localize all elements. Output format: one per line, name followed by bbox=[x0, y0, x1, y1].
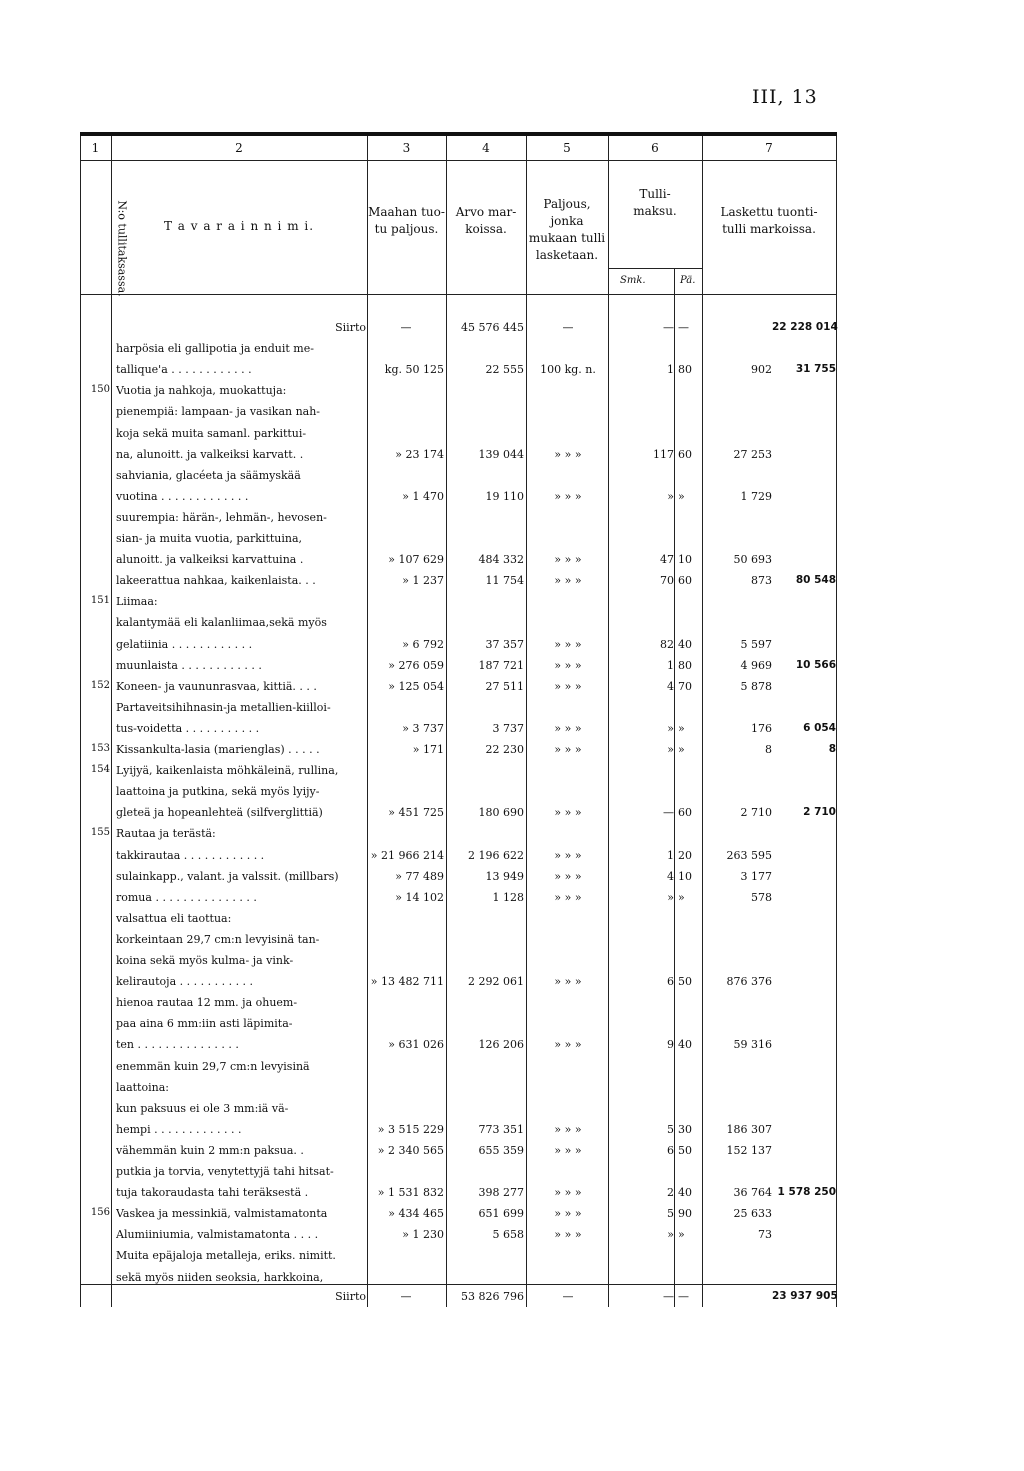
table-row bbox=[80, 1161, 837, 1183]
row-value: 398 277 bbox=[478, 1186, 524, 1200]
row-tariff-no: 150 bbox=[90, 384, 110, 396]
row-tariff-no: 156 bbox=[90, 1207, 110, 1219]
row-rate-marks: 9 bbox=[667, 1038, 674, 1052]
row-value: 22 230 bbox=[485, 743, 524, 756]
row-rate-marks: 5 bbox=[667, 1207, 674, 1221]
header-rule bbox=[80, 160, 837, 161]
row-value: 126 206 bbox=[478, 1038, 524, 1052]
table-row bbox=[80, 1182, 837, 1204]
row-value: 187 721 bbox=[478, 658, 524, 672]
row-duty: 578 bbox=[751, 890, 772, 904]
table-row bbox=[80, 591, 837, 613]
row-rate-pennies: 10 bbox=[678, 553, 692, 567]
table-row bbox=[80, 1098, 837, 1120]
row-item-name: vuotina . . . . . . . . . . . . . bbox=[116, 489, 249, 503]
row-value: 2 292 061 bbox=[468, 975, 524, 989]
table-row bbox=[80, 887, 837, 909]
table-row bbox=[80, 1245, 837, 1267]
page-number: III, 13 bbox=[752, 86, 818, 108]
row-duty: 1 729 bbox=[740, 489, 772, 503]
col-sub-pennies: Pä. bbox=[680, 275, 696, 286]
footer-label: Siirto bbox=[335, 1290, 366, 1303]
row-quantity: kg. 50 125 bbox=[384, 363, 444, 377]
table-row bbox=[80, 380, 837, 402]
row-item-name: Lyijyä, kaikenlaista möhkäleinä, rullina, bbox=[116, 764, 339, 778]
footer-rule bbox=[80, 1284, 837, 1285]
table-row bbox=[80, 486, 837, 508]
row-basis: » » » bbox=[554, 890, 582, 904]
table-row bbox=[80, 718, 837, 740]
row-basis: — bbox=[562, 321, 574, 334]
row-rate-pennies: 90 bbox=[678, 1207, 692, 1221]
row-rate-marks: 4 bbox=[667, 869, 674, 883]
table-row bbox=[80, 634, 837, 656]
row-item-name: Vuotia ja nahkoja, muokattuja: bbox=[116, 384, 287, 398]
row-quantity: » 171 bbox=[412, 743, 444, 756]
row-rate-marks: — bbox=[663, 321, 674, 334]
row-rate-pennies: — bbox=[678, 321, 689, 334]
col-number: 6 bbox=[651, 141, 659, 155]
table-row bbox=[80, 676, 837, 698]
row-item-name: pienempiä: lampaan- ja vasikan nah- bbox=[116, 405, 321, 419]
row-item-name: gleteä ja hopeanlehteä (silfverglittiä) bbox=[116, 806, 323, 820]
row-tariff-no: 154 bbox=[90, 764, 110, 776]
table-row bbox=[80, 1140, 837, 1162]
row-group-total: 1 578 250 bbox=[777, 1186, 836, 1199]
col-header-name: T a v a r a i n n i m i. bbox=[163, 219, 315, 233]
row-value: 651 699 bbox=[478, 1207, 524, 1221]
row-basis: » » » bbox=[554, 869, 582, 883]
row-quantity: » 21 966 214 bbox=[370, 848, 444, 862]
row-duty: 873 bbox=[751, 574, 772, 588]
row-rate-pennies: » bbox=[678, 743, 685, 756]
row-rate-pennies: » bbox=[678, 1228, 685, 1242]
row-basis: » » » bbox=[554, 1143, 582, 1157]
col-number: 1 bbox=[91, 141, 100, 155]
row-item-name: Siirto bbox=[335, 321, 366, 334]
row-basis: » » » bbox=[554, 447, 582, 461]
table-row bbox=[80, 359, 837, 381]
row-item-name: hempi . . . . . . . . . . . . . bbox=[116, 1122, 242, 1136]
row-quantity: » 23 174 bbox=[395, 447, 444, 461]
row-item-name: kelirautoja . . . . . . . . . . . bbox=[116, 975, 254, 989]
row-group-total: 80 548 bbox=[795, 574, 836, 587]
row-duty: 263 595 bbox=[726, 848, 772, 862]
row-value: 773 351 bbox=[478, 1122, 524, 1136]
footer-total: 23 937 905 bbox=[772, 1290, 838, 1302]
row-quantity: » 107 629 bbox=[388, 553, 444, 567]
col-number: 3 bbox=[402, 141, 411, 155]
table-row bbox=[80, 570, 837, 592]
table-row bbox=[80, 781, 837, 803]
row-item-name: vähemmän kuin 2 mm:n paksua. . bbox=[116, 1143, 304, 1157]
row-duty: 2 710 bbox=[740, 806, 772, 820]
row-item-name: suurempia: härän-, lehmän-, hevosen- bbox=[116, 510, 327, 524]
table-row bbox=[80, 1056, 837, 1078]
row-duty: 876 376 bbox=[726, 975, 772, 989]
row-item-name: enemmän kuin 29,7 cm:n levyisinä bbox=[116, 1059, 310, 1073]
col-header-value: Arvo mar- koissa. bbox=[455, 205, 517, 236]
row-item-name: kun paksuus ei ole 3 mm:iä vä- bbox=[116, 1101, 289, 1115]
table-row bbox=[80, 465, 837, 487]
row-value: 45 576 445 bbox=[461, 321, 524, 334]
col-header-tariff-no: N:o tullitaksassa. bbox=[115, 200, 129, 297]
row-item-name: koja sekä muita samanl. parkittui- bbox=[116, 426, 307, 440]
row-item-name: tallique'a . . . . . . . . . . . . bbox=[116, 363, 252, 377]
row-item-name: korkeintaan 29,7 cm:n levyisinä tan- bbox=[116, 932, 320, 946]
row-rate-marks: » bbox=[667, 721, 674, 735]
row-basis: 100 kg. n. bbox=[540, 363, 596, 377]
footer-value: 53 826 796 bbox=[461, 1290, 524, 1303]
row-quantity: » 6 792 bbox=[402, 637, 444, 651]
row-basis: » » » bbox=[554, 1207, 582, 1221]
row-item-name: romua . . . . . . . . . . . . . . . bbox=[116, 890, 257, 904]
row-item-name: Muita epäjaloja metalleja, eriks. nimitt. bbox=[116, 1249, 336, 1263]
row-duty: 36 764 bbox=[733, 1186, 772, 1200]
row-value: 3 737 bbox=[492, 721, 524, 735]
row-value: 27 511 bbox=[485, 679, 524, 693]
row-quantity: » 1 470 bbox=[402, 489, 444, 503]
row-rate-marks: 6 bbox=[667, 975, 674, 989]
row-duty: 5 878 bbox=[740, 679, 772, 693]
table-row bbox=[80, 612, 837, 634]
row-quantity: » 434 465 bbox=[388, 1207, 444, 1221]
table-row bbox=[80, 845, 837, 867]
table-row bbox=[80, 444, 837, 466]
row-quantity: » 631 026 bbox=[388, 1038, 444, 1052]
row-rate-marks: » bbox=[667, 743, 674, 756]
footer-qty: — bbox=[400, 1290, 412, 1303]
footer-row bbox=[80, 1286, 837, 1308]
row-rate-pennies: 80 bbox=[678, 363, 692, 377]
row-rate-pennies: 40 bbox=[678, 1186, 692, 1200]
row-item-name: gelatiinia . . . . . . . . . . . . bbox=[116, 637, 253, 651]
row-group-total: 8 bbox=[828, 743, 836, 755]
table-row bbox=[80, 1013, 837, 1035]
row-value: 22 555 bbox=[485, 363, 524, 377]
table-row bbox=[80, 423, 837, 445]
row-duty: 25 633 bbox=[733, 1207, 772, 1221]
header-rule bbox=[608, 268, 702, 269]
table-row bbox=[80, 908, 837, 930]
row-value: 1 128 bbox=[492, 890, 524, 904]
col-number: 4 bbox=[482, 141, 490, 155]
table-row bbox=[80, 823, 837, 845]
table-row bbox=[80, 1034, 837, 1056]
row-basis: » » » bbox=[554, 658, 582, 672]
row-rate-pennies: 60 bbox=[678, 806, 692, 820]
row-item-name: laattoina ja putkina, sekä myös lyijy- bbox=[116, 785, 320, 799]
row-item-name: lakeerattua nahkaa, kaikenlaista. . . bbox=[116, 574, 316, 588]
row-value: 13 949 bbox=[485, 869, 524, 883]
row-rate-pennies: 30 bbox=[678, 1122, 692, 1136]
row-duty: 3 177 bbox=[740, 869, 772, 883]
row-basis: » » » bbox=[554, 574, 582, 588]
row-group-total: 22 228 014 bbox=[772, 321, 838, 333]
row-item-name: laattoina: bbox=[116, 1080, 169, 1094]
row-rate-marks: » bbox=[667, 890, 674, 904]
row-rate-pennies: 70 bbox=[678, 679, 692, 693]
col-header-basis: Paljous, jonka mukaan tulli lasketaan. bbox=[528, 197, 606, 262]
row-rate-marks: » bbox=[667, 489, 674, 503]
col-header-total: Laskettu tuonti- tulli markoissa. bbox=[720, 205, 818, 236]
table-row bbox=[80, 992, 837, 1014]
row-duty: 5 597 bbox=[740, 637, 772, 651]
row-rate-pennies: 50 bbox=[678, 975, 692, 989]
row-group-total: 31 755 bbox=[795, 363, 836, 376]
row-item-name: muunlaista . . . . . . . . . . . . bbox=[116, 658, 262, 672]
table-row bbox=[80, 655, 837, 677]
footer-rate-p: — bbox=[678, 1290, 689, 1303]
row-basis: » » » bbox=[554, 721, 582, 735]
row-quantity: » 1 531 832 bbox=[377, 1186, 444, 1200]
row-quantity: » 13 482 711 bbox=[370, 975, 444, 989]
row-item-name: sekä myös niiden seoksia, harkkoina, bbox=[116, 1270, 324, 1284]
row-item-name: Vaskea ja messinkiä, valmistamatonta bbox=[116, 1207, 328, 1221]
row-quantity: » 451 725 bbox=[388, 806, 444, 820]
row-duty: 8 bbox=[765, 743, 772, 756]
row-basis: » » » bbox=[554, 679, 582, 693]
row-tariff-no: 151 bbox=[90, 595, 110, 607]
row-item-name: na, alunoitt. ja valkeiksi karvatt. . bbox=[116, 447, 304, 461]
row-rate-marks: 4 bbox=[667, 679, 674, 693]
table-row bbox=[80, 802, 837, 824]
row-rate-pennies: 60 bbox=[678, 447, 692, 461]
row-value: 180 690 bbox=[478, 806, 524, 820]
row-rate-marks: » bbox=[667, 1228, 674, 1242]
row-item-name: valsattua eli taottua: bbox=[116, 911, 232, 925]
row-value: 484 332 bbox=[478, 553, 524, 567]
row-value: 37 357 bbox=[485, 637, 524, 651]
tariff-ledger bbox=[80, 132, 837, 1307]
row-rate-marks: 6 bbox=[667, 1143, 674, 1157]
row-value: 11 754 bbox=[485, 574, 524, 588]
row-group-total: 6 054 bbox=[803, 721, 836, 734]
row-quantity: » 276 059 bbox=[388, 658, 444, 672]
row-item-name: Kissankulta-lasia (marienglas) . . . . . bbox=[116, 743, 320, 756]
table-row bbox=[80, 760, 837, 782]
row-item-name: alunoitt. ja valkeiksi karvattuina . bbox=[116, 553, 304, 567]
row-rate-pennies: 20 bbox=[678, 848, 692, 862]
row-rate-pennies: 50 bbox=[678, 1143, 692, 1157]
row-quantity: » 1 230 bbox=[402, 1228, 444, 1242]
row-value: 19 110 bbox=[485, 489, 524, 503]
row-rate-pennies: » bbox=[678, 890, 685, 904]
row-item-name: koina sekä myös kulma- ja vink- bbox=[116, 954, 294, 967]
row-rate-marks: 1 bbox=[667, 658, 674, 672]
row-quantity: » 1 237 bbox=[402, 574, 444, 588]
row-item-name: sulainkapp., valant. ja valssit. (millbars) bbox=[116, 869, 339, 883]
header-rule bbox=[80, 294, 837, 295]
row-duty: 73 bbox=[758, 1228, 772, 1242]
row-basis: » » » bbox=[554, 637, 582, 651]
row-duty: 27 253 bbox=[733, 447, 772, 461]
row-rate-marks: 117 bbox=[653, 447, 674, 461]
row-quantity: — bbox=[400, 321, 412, 334]
row-item-name: hienoa rautaa 12 mm. ja ohuem- bbox=[116, 996, 298, 1010]
row-rate-marks: 1 bbox=[667, 363, 674, 377]
row-duty: 176 bbox=[751, 721, 772, 735]
row-duty: 4 969 bbox=[740, 658, 772, 672]
table-row bbox=[80, 697, 837, 719]
row-duty: 186 307 bbox=[726, 1122, 772, 1136]
row-duty: 50 693 bbox=[733, 553, 772, 567]
col-sub-marks: Smk. bbox=[620, 275, 646, 286]
row-item-name: tus-voidetta . . . . . . . . . . . bbox=[116, 721, 260, 735]
row-basis: » » » bbox=[554, 553, 582, 567]
row-basis: » » » bbox=[554, 1228, 582, 1242]
row-rate-marks: — bbox=[663, 806, 674, 820]
table-row bbox=[80, 1203, 837, 1225]
row-value: 139 044 bbox=[478, 447, 524, 461]
row-item-name: paa aina 6 mm:iin asti läpimita- bbox=[116, 1017, 293, 1031]
table-row bbox=[80, 528, 837, 550]
table-row bbox=[80, 317, 837, 339]
row-quantity: » 77 489 bbox=[395, 869, 444, 883]
row-basis: » » » bbox=[554, 975, 582, 989]
row-duty: 902 bbox=[751, 363, 772, 377]
row-rate-marks: 5 bbox=[667, 1122, 674, 1136]
row-item-name: Rautaa ja terästä: bbox=[116, 827, 216, 841]
row-basis: » » » bbox=[554, 1186, 582, 1200]
row-item-name: Liimaa: bbox=[116, 595, 158, 609]
row-item-name: putkia ja torvia, venytettyjä tahi hitsat- bbox=[116, 1165, 334, 1178]
col-number: 5 bbox=[563, 141, 571, 155]
table-row bbox=[80, 1077, 837, 1099]
col-header-quantity: Maahan tuo- tu paljous. bbox=[368, 205, 445, 236]
table-row bbox=[80, 507, 837, 529]
table-row bbox=[80, 1224, 837, 1246]
row-tariff-no: 152 bbox=[90, 679, 110, 691]
row-item-name: tuja takoraudasta tahi teräksestä . bbox=[116, 1186, 309, 1200]
row-rate-pennies: » bbox=[678, 489, 685, 503]
row-item-name: Alumiiniumia, valmistamatonta . . . . bbox=[116, 1228, 319, 1242]
table-row bbox=[80, 950, 837, 972]
col-number: 2 bbox=[235, 141, 243, 155]
row-basis: » » » bbox=[554, 743, 582, 756]
row-rate-pennies: 40 bbox=[678, 1038, 692, 1052]
row-basis: » » » bbox=[554, 1038, 582, 1052]
row-quantity: » 3 737 bbox=[402, 721, 444, 735]
col-header-rate: Tulli- maksu. bbox=[633, 187, 677, 218]
row-rate-marks: 2 bbox=[667, 1186, 674, 1200]
footer-basis: — bbox=[562, 1290, 574, 1303]
row-item-name: kalantymää eli kalanliimaa,sekä myös bbox=[116, 616, 327, 630]
row-group-total: 2 710 bbox=[803, 806, 836, 819]
row-duty: 152 137 bbox=[726, 1143, 772, 1157]
row-basis: » » » bbox=[554, 806, 582, 820]
row-duty: 59 316 bbox=[733, 1038, 772, 1052]
footer-rate-m: — bbox=[663, 1290, 674, 1303]
table-row bbox=[80, 739, 837, 761]
row-quantity: » 125 054 bbox=[388, 679, 444, 693]
row-rate-marks: 70 bbox=[660, 574, 674, 588]
col-number: 7 bbox=[765, 141, 773, 155]
table-row bbox=[80, 1119, 837, 1141]
row-value: 2 196 622 bbox=[468, 848, 524, 862]
row-quantity: » 3 515 229 bbox=[377, 1122, 444, 1136]
row-rate-marks: 82 bbox=[660, 637, 674, 651]
row-rate-pennies: 80 bbox=[678, 658, 692, 672]
row-item-name: harpösia eli gallipotia ja enduit me- bbox=[116, 342, 314, 356]
table-top-rule bbox=[80, 132, 837, 136]
row-rate-pennies: 10 bbox=[678, 869, 692, 883]
row-group-total: 10 566 bbox=[795, 658, 836, 671]
table-row bbox=[80, 338, 837, 360]
row-item-name: ten . . . . . . . . . . . . . . . bbox=[116, 1038, 239, 1052]
row-basis: » » » bbox=[554, 848, 582, 862]
row-item-name: Partaveitsihihnasin-ja metallien-kiilloi- bbox=[116, 700, 331, 714]
row-tariff-no: 153 bbox=[90, 743, 110, 754]
table-row bbox=[80, 866, 837, 888]
row-rate-pennies: 40 bbox=[678, 637, 692, 651]
row-quantity: » 14 102 bbox=[395, 890, 444, 904]
row-value: 655 359 bbox=[478, 1143, 524, 1157]
row-tariff-no: 155 bbox=[90, 827, 110, 839]
row-item-name: sahviania, glacéeta ja säämyskää bbox=[116, 468, 301, 482]
row-rate-marks: 47 bbox=[660, 553, 674, 567]
table-row bbox=[80, 549, 837, 571]
row-basis: » » » bbox=[554, 489, 582, 503]
row-basis: » » » bbox=[554, 1122, 582, 1136]
table-row bbox=[80, 929, 837, 951]
row-item-name: Koneen- ja vaununrasvaa, kittiä. . . . bbox=[116, 679, 317, 693]
table-row bbox=[80, 401, 837, 423]
row-rate-marks: 1 bbox=[667, 848, 674, 862]
row-rate-pennies: 60 bbox=[678, 574, 692, 588]
row-item-name: sian- ja muita vuotia, parkittuina, bbox=[116, 532, 303, 545]
row-item-name: takkirautaa . . . . . . . . . . . . bbox=[116, 848, 265, 862]
row-value: 5 658 bbox=[492, 1228, 524, 1242]
row-rate-pennies: » bbox=[678, 721, 685, 735]
row-quantity: » 2 340 565 bbox=[377, 1143, 444, 1157]
table-row bbox=[80, 971, 837, 993]
